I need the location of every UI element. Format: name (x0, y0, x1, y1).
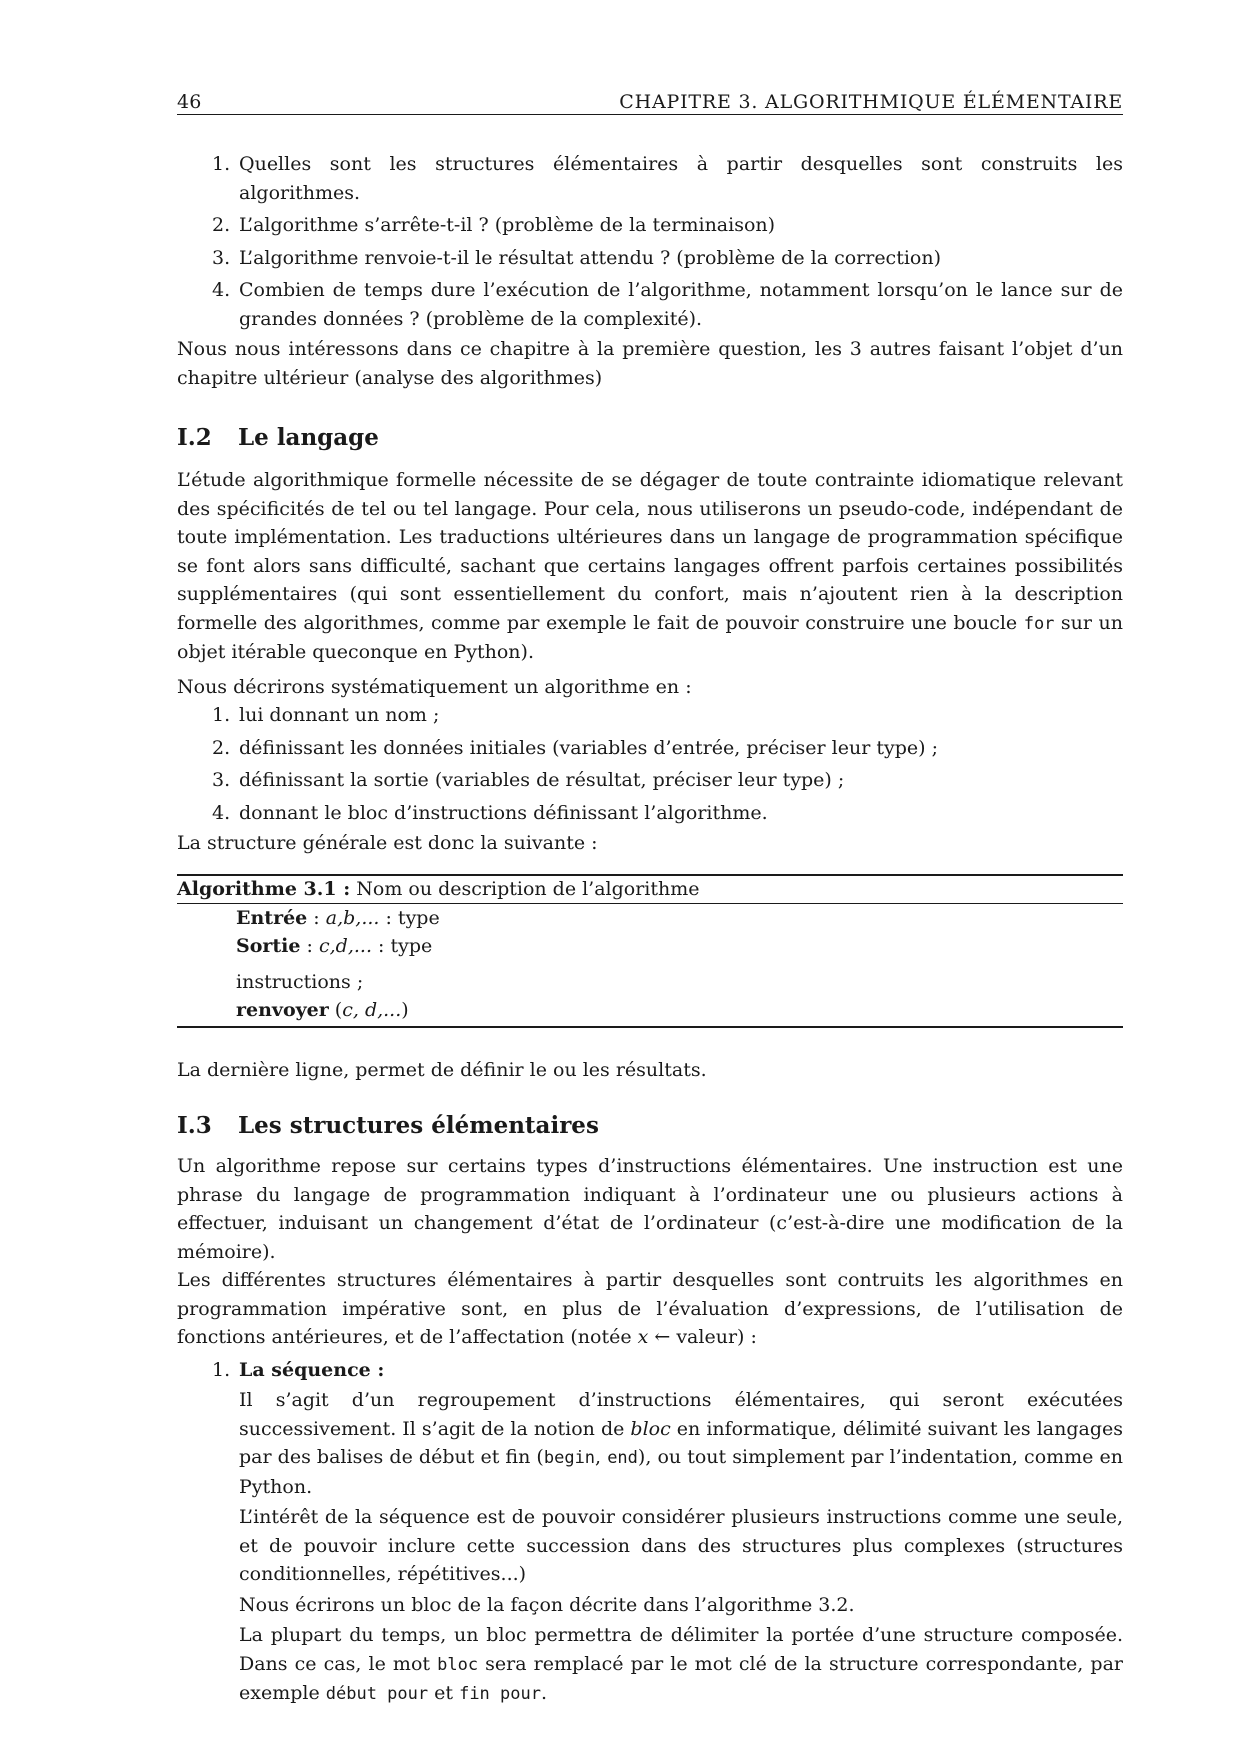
algorithm-output: Sortie : c,d,... : type (236, 934, 433, 957)
sequence-paragraph-3: Nous écrirons un bloc de la façon décrite dans l’algorithme 3.2. (239, 1593, 855, 1616)
intro-paragraph: Nous nous intéressons dans ce chapitre à la première question, les 3 autres faisant l’objet d’un chapitre ultérieur (analyse des algorithmes) (177, 338, 1123, 389)
algorithm-return: renvoyer (c, d,...) (236, 998, 409, 1021)
running-header (177, 88, 1123, 115)
page-number: 46 (177, 91, 202, 113)
list-item: 2. définissant les données initiales (variables d’entrée, préciser leur type) ; (212, 736, 938, 759)
list-item-sequence: 1. La séquence : Il s’agit d’un regroupement d’instructions élémentaires, qui seront exécutées successivement. Il s’agit de la notion de bloc en informatique, délimité suivant les langages par des balises de début et fin (begin, end), ou tout simplement par l’indentation, comme en Python. L’intérêt de la séquence est de pouvoir considérer plusieurs instructions comme une seule, et de pouvoir inclure cette succession dans des structures plus complexes (structures conditionnelles, répétitives...) Nous écrirons un bloc de la façon décrite dans l’algorithme 3.2. La plupart du temps, un bloc permettra de délimiter la portée d’une structure composée. Dans ce cas, le mot bloc sera remplacé par le mot clé de la structure correspondante, par exemple début pour et fin pour. (177, 1356, 1123, 1709)
list-item: 1. lui donnant un nom ; (212, 704, 440, 726)
sequence-paragraph-4: La plupart du temps, un bloc permettra de délimiter la portée d’une structure composée. Dans ce cas, le mot bloc sera remplacé par le mot clé de la structure correspondante, par exemple début pour et fin pour. (239, 1624, 1123, 1704)
list-item: 1. Quelles sont les structures élémentaires à partir desquelles sont construits les algorithmes. (212, 153, 1123, 204)
sequence-paragraph-2: L’intérêt de la séquence est de pouvoir considérer plusieurs instructions comme une seule, et de pouvoir inclure cette succession dans des structures plus complexes (structures conditionnelles, répétitives...) (239, 1506, 1123, 1585)
list-item: 4. Combien de temps dure l’exécution de l’algorithme, notamment lorsqu’on le lance sur de grandes données ? (problème de la complexité). (212, 279, 1123, 330)
list-item: 3. définissant la sortie (variables de résultat, préciser leur type) ; (212, 769, 845, 791)
langage-paragraph: L’étude algorithmique formelle nécessite de se dégager de toute contrainte idiomatique relevant des spécificités de tel ou tel langage. Pour cela, nous utiliserons un pseudo-code, indépendant de toute implémentation. Les traductions ultérieures dans un langage de programmation spécifique se font alors sans difficulté, sachant que certains langages offrent parfois certaines possibilités supplémentaires (qui sont essentiellement du confort, mais n’ajoutent rien à la description formelle des algorithmes, comme par exemple le fait de pouvoir construire une boucle for sur un objet itérable queconque en Python). (177, 469, 1123, 663)
algorithm-caption: Nom ou description de l’algorithme (350, 877, 700, 900)
list-item: 2. L’algorithme s’arrête-t-il ? (problème de la terminaison) (212, 214, 776, 236)
structure-intro: La structure générale est donc la suivante : (177, 832, 598, 854)
algorithm-input: Entrée : a,b,... : type (236, 906, 440, 929)
list-item: 4. donnant le bloc d’instructions définissant l’algorithme. (212, 801, 768, 824)
algorithm-label: Algorithme 3.1 : (177, 877, 351, 900)
description-intro: Nous décrirons systématiquement un algorithme en : (177, 675, 692, 698)
section-heading-langage: I.2 Le langage (177, 424, 379, 451)
code-for: for (1023, 613, 1055, 634)
section-heading-structures: I.3 Les structures élémentaires (177, 1112, 599, 1139)
sequence-paragraph-1: Il s’agit d’un regroupement d’instructions élémentaires, qui seront exécutées successivement. Il s’agit de la notion de bloc en informatique, délimité suivant les langages par des balises de début et fin (begin, end), ou tout simplement par l’indentation, comme en Python. (239, 1389, 1124, 1498)
list-item: 3. L’algorithme renvoie-t-il le résultat attendu ? (problème de la correction) (212, 246, 941, 269)
algorithm-header (177, 876, 1123, 904)
algorithm-body (177, 904, 1123, 1026)
last-line-paragraph: La dernière ligne, permet de définir le ou les résultats. (177, 1058, 707, 1081)
structures-paragraph-1: Un algorithme repose sur certains types d’instructions élémentaires. Une instruction est une phrase du langage de programmation indiquant à l’ordinateur une ou plusieurs actions à effectuer, induisant un changement d’état de l’ordinateur (c’est-à-dire une modification de la mémoire). (177, 1155, 1123, 1263)
structures-list (177, 1356, 1123, 1709)
sequence-title: La séquence : (239, 1358, 385, 1381)
questions-list (177, 150, 1123, 333)
chapter-title: CHAPITRE 3. ALGORITHMIQUE ÉLÉMENTAIRE (619, 91, 1123, 113)
steps-list (177, 701, 1123, 827)
algorithm-box (177, 874, 1123, 1028)
algorithm-instructions: instructions ; (236, 970, 364, 993)
page-content (177, 150, 1123, 1709)
structures-paragraph-2: Les différentes structures élémentaires à partir desquelles sont contruits les algorithmes en programmation impérative sont, en plus de l’évaluation d’expressions, de l’utilisation de fonctions antérieures, et de l’affectation (notée x ← valeur) : (177, 1269, 1123, 1348)
